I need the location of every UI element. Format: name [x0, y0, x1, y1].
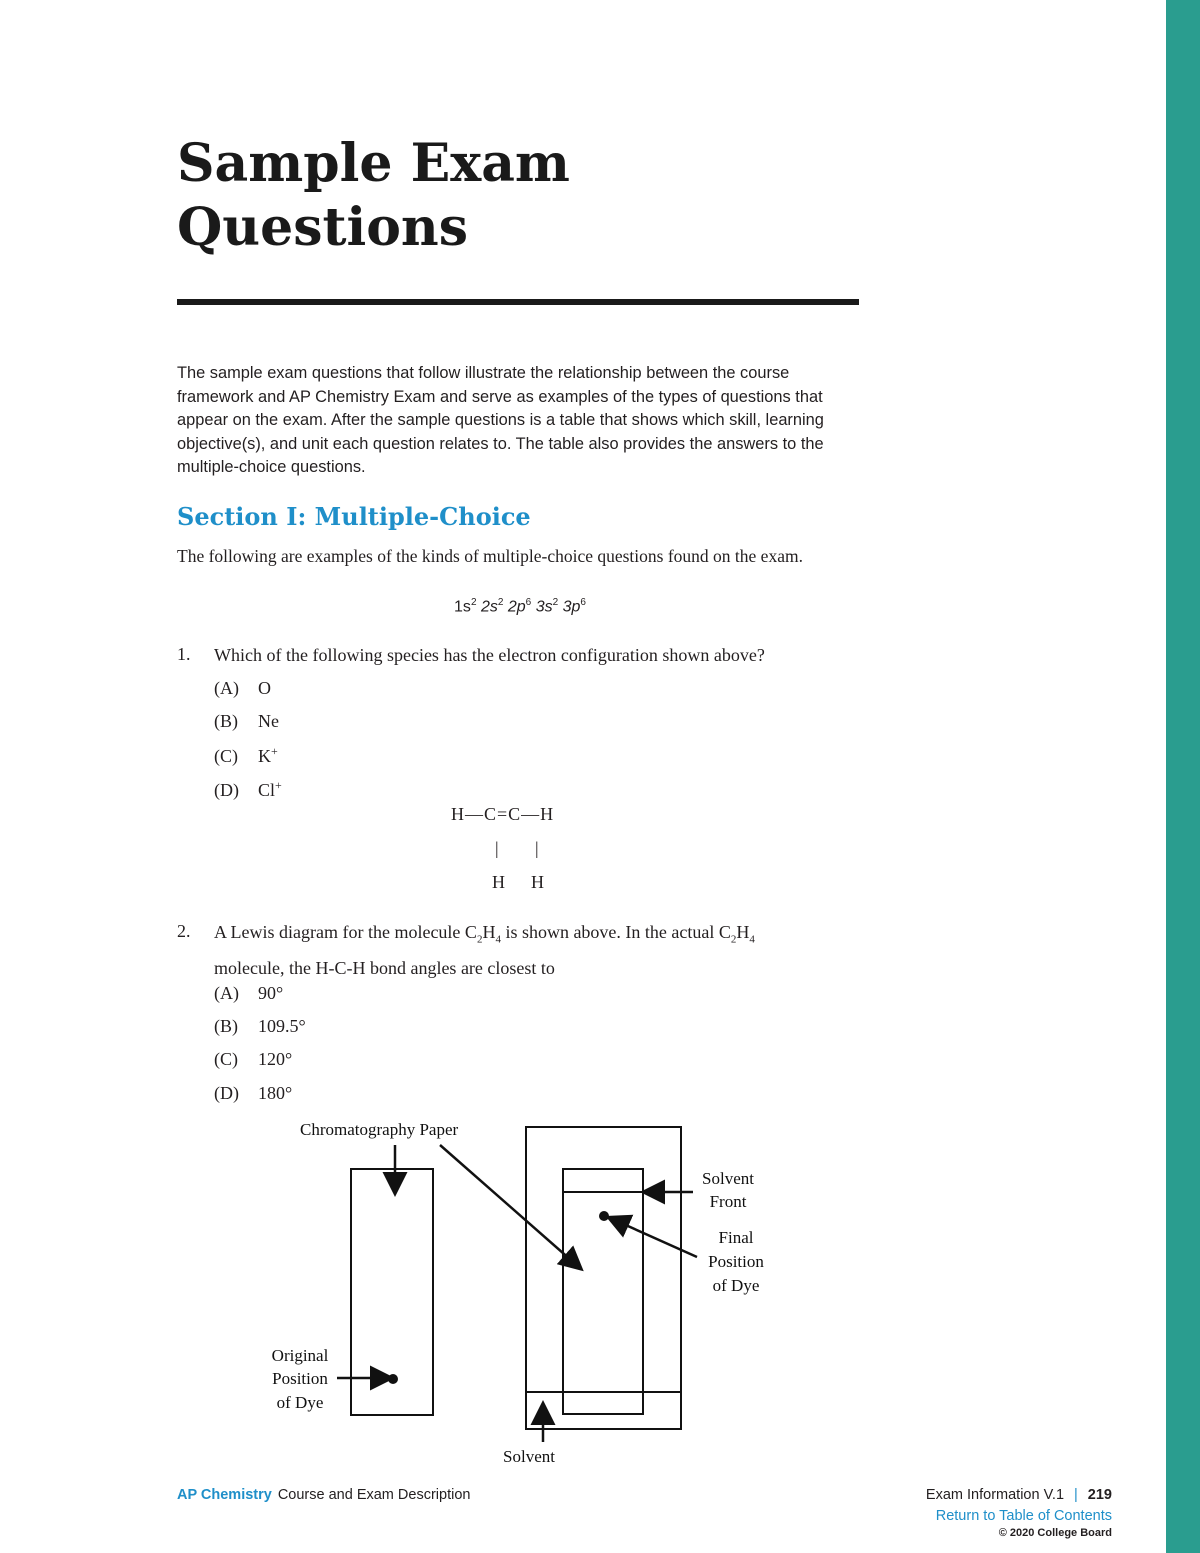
option-letter: (A): [214, 678, 239, 698]
section-intro: The following are examples of the kinds of multiple-choice questions found on the exam.: [177, 546, 803, 566]
subscript: 4: [495, 933, 501, 946]
label-original-position-1: Original: [271, 1346, 329, 1365]
footer-course-name: Course and Exam Description: [277, 1487, 471, 1503]
subscript: 2: [476, 933, 483, 946]
label-solvent: Solvent: [503, 1447, 555, 1466]
hydrogen-symbol: H: [736, 922, 750, 942]
option-text: O: [258, 678, 271, 698]
exponent: 2: [497, 597, 504, 608]
orbital-1s: 1s: [454, 598, 471, 616]
question-1-number: 1.: [177, 644, 191, 664]
page-title-line1: Sample Exam: [177, 133, 570, 194]
footer-course: [177, 1487, 470, 1503]
arrow-final-position: [610, 1218, 697, 1257]
question-2-option-c: [214, 1049, 292, 1070]
page-title-line2: Questions: [177, 197, 469, 258]
option-text: 120°: [258, 1049, 293, 1069]
return-to-toc-link[interactable]: Return to Table of Contents: [935, 1508, 1112, 1524]
option-text: Cl: [258, 780, 276, 800]
option-letter: (A): [214, 983, 239, 1003]
intro-paragraph: The sample exam questions that follow illustrate the relationship between the course framework and AP Chemistry Exam and serve as examples of the types of questions that appear on the exam. After the sample questions is a table that shows which skill, learning objective(s), and unit each question relates to. The table also provides the answers to the multiple-choice questions.: [177, 364, 824, 477]
lewis-bond-left: |: [495, 838, 499, 858]
orbital-2p: 2p: [507, 598, 526, 616]
footer-brand: AP Chemistry: [177, 1487, 272, 1503]
orbital-3p: 3p: [562, 598, 581, 616]
question-1-option-d: [214, 778, 282, 801]
lewis-hydrogen-right: H: [531, 872, 544, 892]
option-text: K: [258, 746, 271, 766]
option-letter: (D): [214, 780, 239, 800]
exponent: 2: [470, 597, 477, 608]
question-1-text: Which of the following species has the electron configuration shown above?: [214, 645, 765, 665]
label-solvent-front-1: Solvent: [702, 1169, 754, 1188]
question-1-option-a: [214, 678, 271, 699]
charge: +: [271, 744, 278, 758]
question-2-text: [214, 918, 854, 982]
question-2-option-d: [214, 1083, 292, 1104]
section-heading: Section I: Multiple-Choice: [177, 502, 531, 531]
q2-text-c: molecule, the H-C-H bond angles are closest to: [214, 957, 555, 978]
footer-separator: |: [1074, 1487, 1078, 1503]
label-final-position-1: Final: [718, 1228, 754, 1247]
arrow-to-paper-right: [440, 1145, 580, 1268]
label-original-position-3: of Dye: [276, 1393, 324, 1412]
question-2-option-a: [214, 983, 283, 1004]
page-number: 219: [1087, 1487, 1112, 1503]
question-1-option-c: [214, 744, 278, 767]
exponent: 6: [525, 597, 532, 608]
lewis-bond-right: |: [535, 838, 539, 858]
chromatography-diagram: [250, 1112, 790, 1472]
orbital-3s: 3s: [535, 598, 553, 616]
copyright: © 2020 College Board: [998, 1527, 1112, 1539]
label-final-position-2: Position: [708, 1252, 764, 1271]
exponent: 2: [552, 597, 559, 608]
title-rule: [177, 299, 859, 305]
electron-configuration: [420, 597, 620, 616]
orbital-2s: 2s: [480, 598, 498, 616]
q2-text-a: A Lewis diagram for the molecule C: [214, 922, 477, 942]
footer-section: Exam Information V.1: [925, 1487, 1065, 1503]
lewis-hydrogen-left: H: [492, 872, 505, 892]
charge: +: [275, 778, 282, 792]
option-letter: (B): [214, 711, 238, 731]
option-letter: (C): [214, 1049, 238, 1069]
subscript: 2: [730, 933, 737, 946]
q2-text-b: is shown above. In the actual C: [500, 922, 731, 942]
exponent: 6: [580, 597, 586, 608]
option-text: 180°: [258, 1083, 293, 1103]
lewis-structure-top: H—C=C—H: [451, 804, 555, 824]
label-original-position-2: Position: [272, 1369, 328, 1388]
paper-strip-after: [563, 1169, 643, 1414]
option-letter: (C): [214, 746, 238, 766]
option-letter: (B): [214, 1016, 238, 1036]
final-dye-spot: [599, 1211, 609, 1221]
footer-page-info: [926, 1487, 1112, 1503]
option-text: Ne: [258, 711, 279, 731]
page-title: [177, 132, 570, 260]
question-2-number: 2.: [177, 921, 191, 941]
option-text: 109.5°: [258, 1016, 306, 1036]
question-1-option-b: [214, 711, 279, 732]
label-final-position-3: of Dye: [712, 1276, 760, 1295]
question-2-option-b: [214, 1016, 306, 1037]
side-bar: [1166, 0, 1200, 1553]
label-solvent-front-2: Front: [709, 1192, 747, 1211]
label-chromatography-paper: Chromatography Paper: [300, 1120, 459, 1139]
option-letter: (D): [214, 1083, 239, 1103]
beaker: [526, 1127, 681, 1429]
option-text: 90°: [258, 983, 284, 1003]
hydrogen-symbol: H: [482, 922, 496, 942]
subscript: 4: [749, 933, 755, 946]
